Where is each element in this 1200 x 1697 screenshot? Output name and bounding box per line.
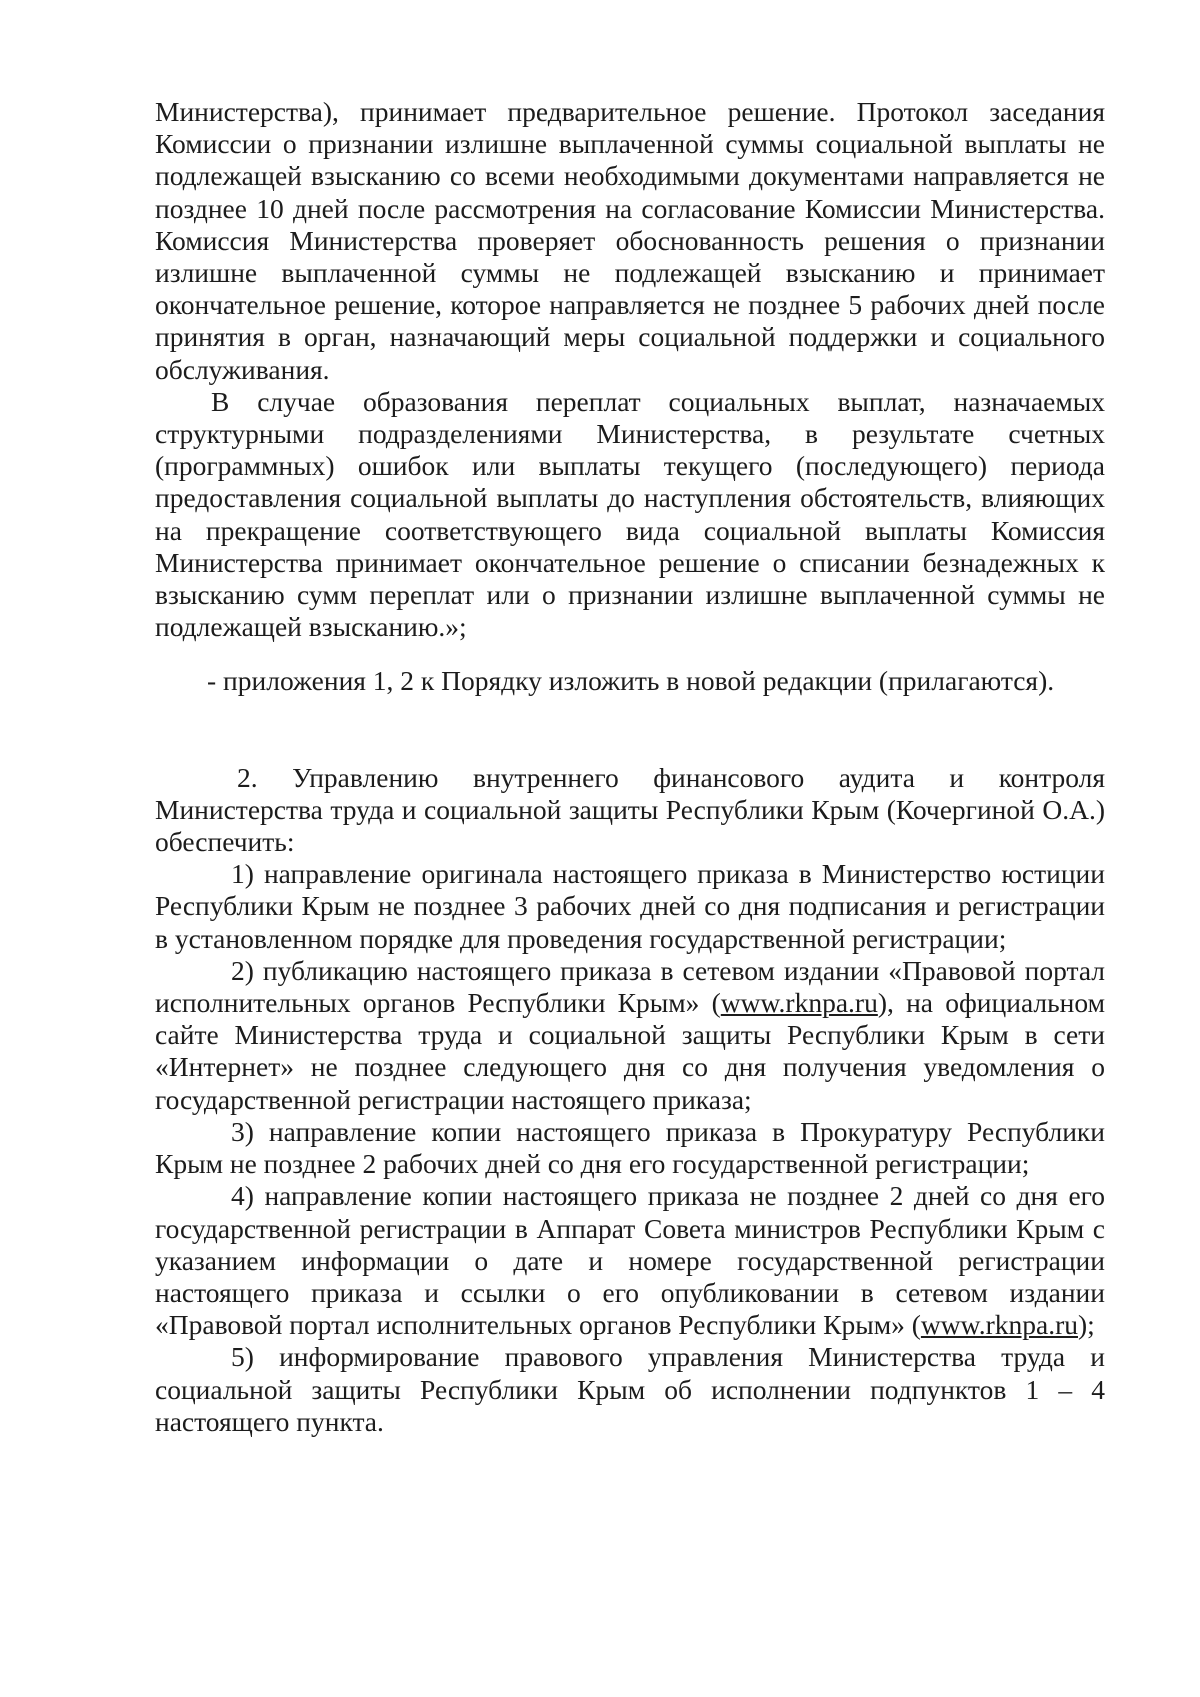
subitem-5: 5) информирование правового управления Министерства труда и социальной защиты Республики Крым об исполнении подпунктов 1 – 4 настоящего пункта. [155,1341,1105,1437]
paragraph-overpayments: В случае образования переплат социальных выплат, назначаемых структурными подразделениями Министерства, в результате счетных (программных) ошибок или выплаты текущего (последующего) периода предоставления социальной выплаты до наступления обстоятельств, влияющих на прекращение соответствующего вида социальной выплаты Комиссия Министерства принимает окончательное решение о списании безнадежных к взысканию сумм переплат или о признании излишне выплаченной суммы не подлежащей взысканию.»; [155,385,1105,643]
rknpa-link-2[interactable]: www.rknpa.ru [920,1309,1078,1341]
subitem-4-text-start: 4) направление копии настоящего приказа не позднее 2 дней со дня его государственной регистрации в Аппарат Совета министров Республики Крым с указанием информации о дате и номере государственной регистрации настоящего приказа и ссылки о его опубликовании в сетевом издании «Правовой портал исполнительных органов Республики Крым» ( [155,1180,1105,1341]
subitem-3: 3) направление копии настоящего приказа в Прокуратуру Республики Крым не позднее 2 рабочих дней со дня его государственной регистрации; [155,1115,1105,1180]
paragraph-continuation: Министерства), принимает предварительное решение. Протокол заседания Комиссии о признании излишне выплаченной суммы социальной выплаты не подлежащей взысканию со всеми необходимыми документами направляется не позднее 10 дней после рассмотрения на согласование Комиссии Министерства. Комиссия Министерства проверяет обоснованность решения о признании излишне выплаченной суммы не подлежащей взысканию и принимает окончательное решение, которое направляется не позднее 5 рабочих дней после принятия в орган, назначающий меры социальной поддержки и социального обслуживания. [155,96,1105,385]
subitem-2 [155,955,1105,1116]
rknpa-link[interactable]: www.rknpa.ru [720,987,878,1019]
point-2: 2. Управлению внутреннего финансового аудита и контроля Министерства труда и социальной защиты Республики Крым (Кочергиной О.А.) обеспечить: [155,761,1105,858]
appendix-line: - приложения 1, 2 к Порядку изложить в новой редакции (прилагаются). [207,665,1055,697]
subitem-4-text-end: ); [1077,1309,1095,1341]
subitem-2-text-end: ), на официальном сайте Министерства труда и социальной защиты Республики Крым в сети «Интернет» не позднее следующего дня со дня получения уведомления о государственной регистрации настоящего приказа; [155,987,1106,1115]
subitem-4 [155,1180,1105,1341]
subitem-2-text-start: 2) публикацию настоящего приказа в сетевом издании «Правовой портал исполнительных органов Республики Крым» ( [155,954,1105,1019]
document-page [155,96,1105,1438]
subitem-1: 1) направление оригинала настоящего приказа в Министерство юстиции Республики Крым не позднее 3 рабочих дней со дня подписания и регистрации в установленном порядке для проведения государственной регистрации; [155,858,1105,954]
